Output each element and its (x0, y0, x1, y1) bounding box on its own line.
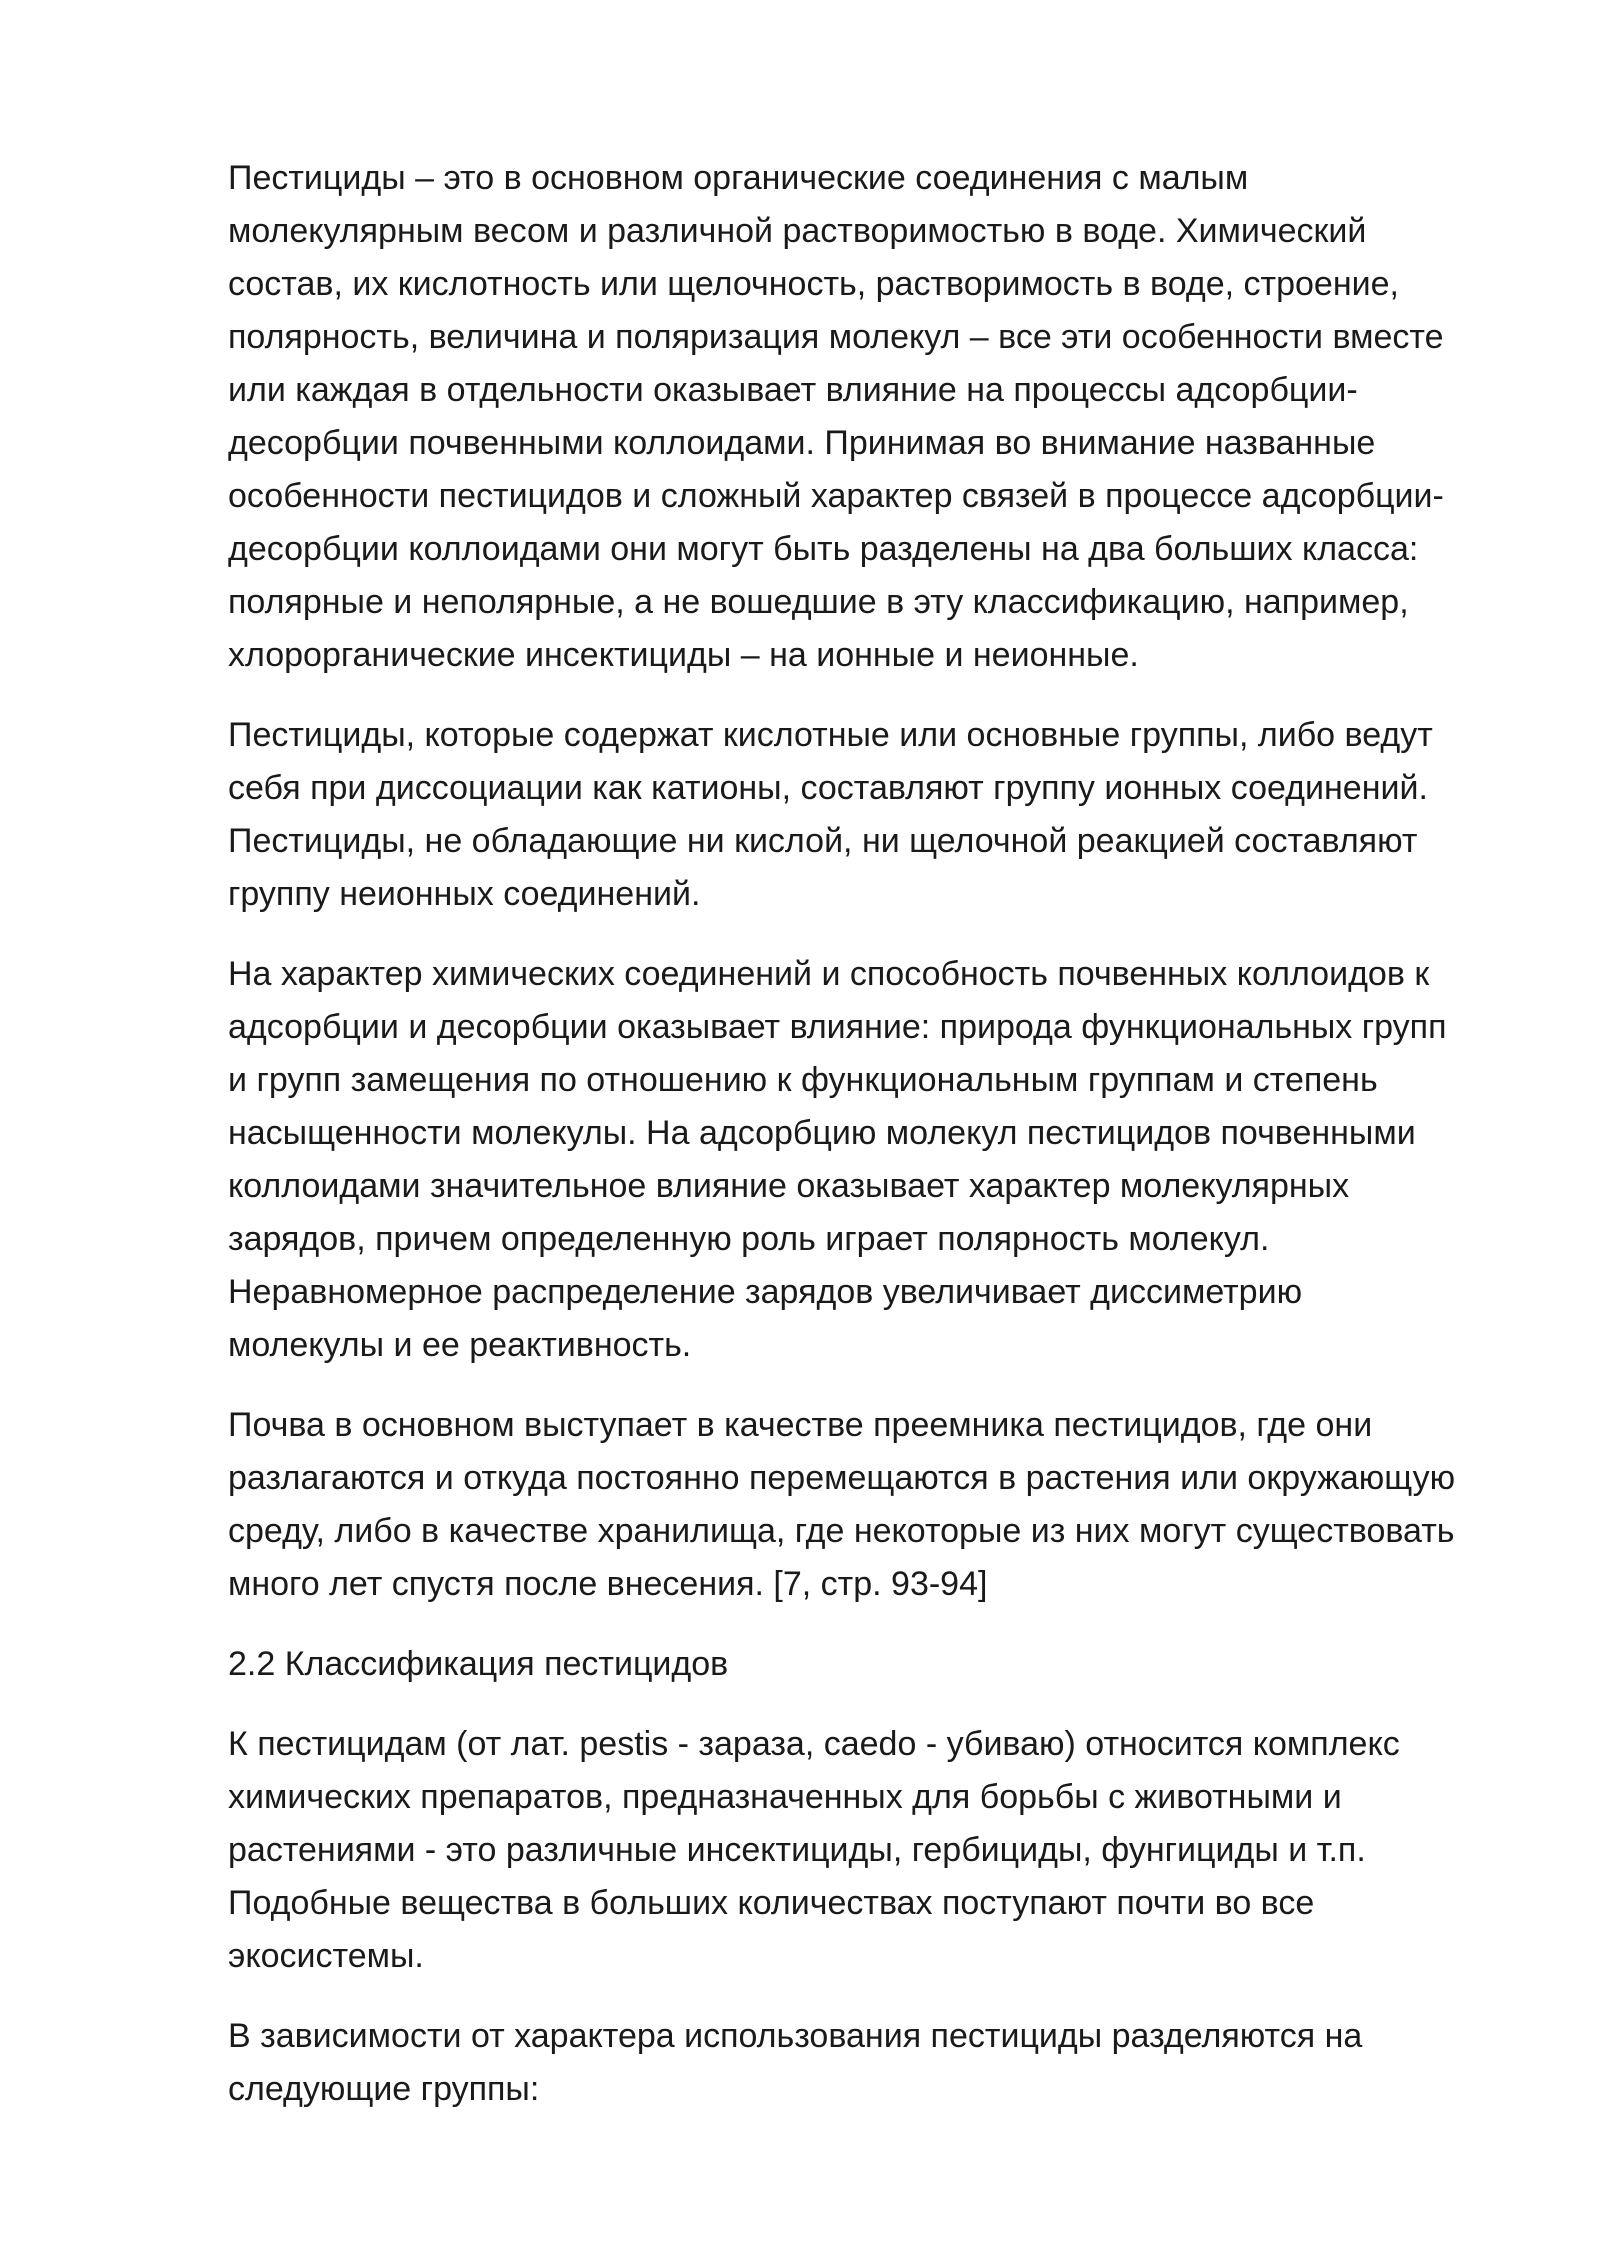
text-line: Неравномерное распределение зарядов увеличивает диссиметрию (228, 1273, 1303, 1311)
paragraph (228, 1718, 1528, 1983)
text-line: Пестициды, не обладающие ни кислой, ни щелочной реакцией составляют (228, 822, 1418, 860)
text-line: особенности пестицидов и сложный характер связей в процессе адсорбции- (228, 477, 1444, 515)
text-line: На характер химических соединений и способность почвенных коллоидов к (228, 955, 1430, 993)
document-page (228, 152, 1528, 2143)
text-line: молекулы и ее реактивность. (228, 1326, 692, 1364)
text-line: и групп замещения по отношению к функциональным группам и степень (228, 1061, 1378, 1099)
text-line: состав, их кислотность или щелочность, растворимость в воде, строение, (228, 265, 1399, 303)
text-line: десорбции почвенными коллоидами. Принимая во внимание названные (228, 424, 1376, 462)
section-heading (228, 1638, 1528, 1691)
text-line: насыщенности молекулы. На адсорбцию молекул пестицидов почвенными (228, 1114, 1416, 1152)
text-line: Пестициды, которые содержат кислотные или основные группы, либо ведут (228, 716, 1433, 754)
text-line: химических препаратов, предназначенных для борьбы с животными и (228, 1778, 1342, 1816)
text-line: себя при диссоциации как катионы, составляют группу ионных соединений. (228, 769, 1428, 807)
text-line: десорбции коллоидами они могут быть разделены на два больших класса: (228, 530, 1419, 568)
text-line: коллоидами значительное влияние оказывает характер молекулярных (228, 1167, 1350, 1205)
text-line: молекулярным весом и различной растворимостью в воде. Химический (228, 212, 1367, 250)
text-line: Подобные вещества в больших количествах поступают почти во все (228, 1884, 1315, 1922)
text-line: разлагаются и откуда постоянно перемещаются в растения или окружающую (228, 1459, 1456, 1497)
section-heading-text: 2.2 Классификация пестицидов (228, 1645, 729, 1683)
paragraph (228, 152, 1528, 682)
paragraph (228, 1399, 1528, 1611)
text-line: экосистемы. (228, 1937, 424, 1975)
text-line: следующие группы: (228, 2070, 540, 2108)
text-line: адсорбции и десорбции оказывает влияние: природа функциональных групп (228, 1008, 1447, 1046)
text-line: хлорорганические инсектициды – на ионные и неионные. (228, 636, 1139, 674)
text-line: Почва в основном выступает в качестве преемника пестицидов, где они (228, 1406, 1373, 1444)
text-line: К пестицидам (от лат. pestis - зараза, caedo - убиваю) относится комплекс (228, 1725, 1400, 1763)
text-line: растениями - это различные инсектициды, гербициды, фунгициды и т.п. (228, 1831, 1366, 1869)
paragraph (228, 709, 1528, 921)
text-line: Пестициды – это в основном органические соединения с малым (228, 159, 1249, 197)
text-line: среду, либо в качестве хранилища, где некоторые из них могут существовать (228, 1512, 1455, 1550)
text-line: или каждая в отдельности оказывает влияние на процессы адсорбции- (228, 371, 1358, 409)
paragraph (228, 2010, 1528, 2116)
paragraph (228, 948, 1528, 1372)
text-line: полярность, величина и поляризация молекул – все эти особенности вместе (228, 318, 1444, 356)
text-line: зарядов, причем определенную роль играет полярность молекул. (228, 1220, 1270, 1258)
text-line: много лет спустя после внесения. [7, стр. 93-94] (228, 1565, 988, 1603)
text-line: группу неионных соединений. (228, 875, 701, 913)
text-line: В зависимости от характера использования пестициды разделяются на (228, 2017, 1363, 2055)
text-line: полярные и неполярные, а не вошедшие в эту классификацию, например, (228, 583, 1409, 621)
